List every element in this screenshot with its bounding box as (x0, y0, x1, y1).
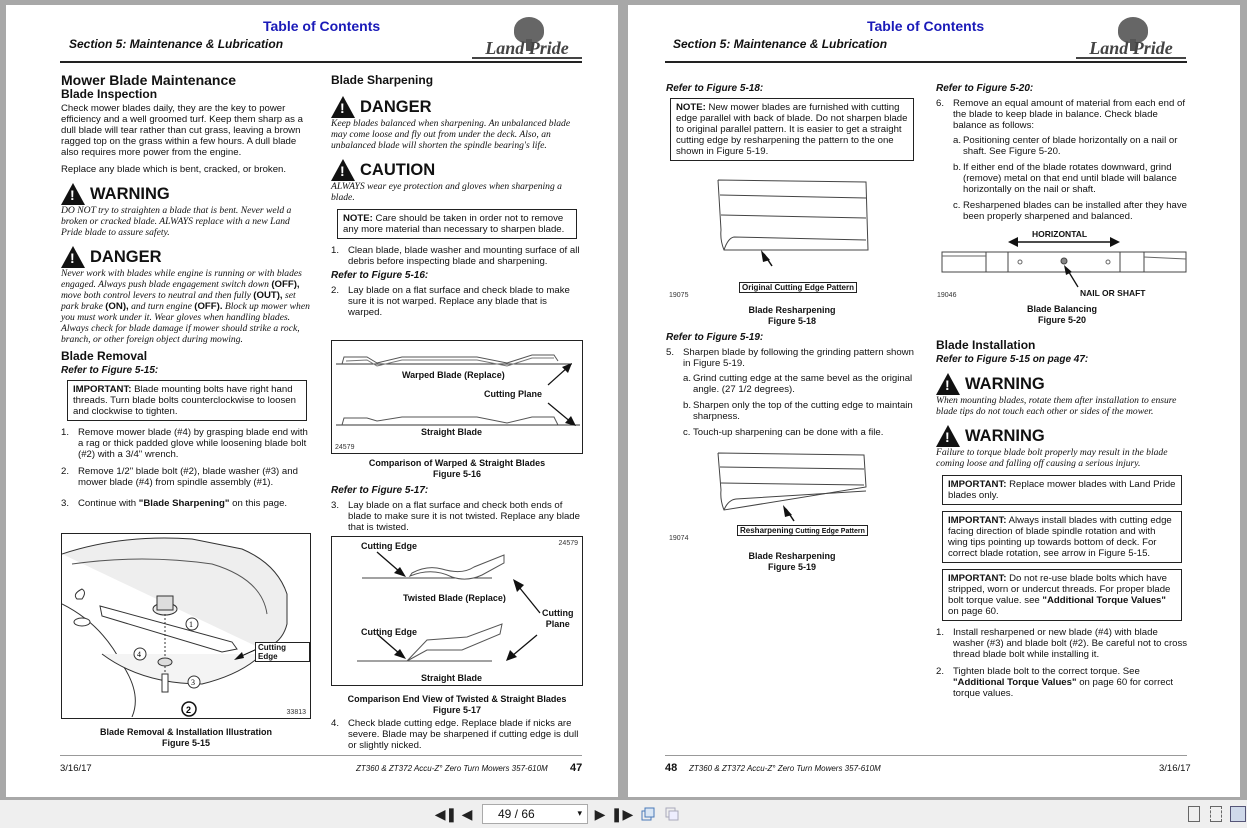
figure-5-20-caption: Blade Balancing Figure 5-20 (1026, 304, 1098, 325)
warning-triangle-icon (936, 425, 960, 447)
footer-doc-title: ZT360 & ZT372 Accu-Z° Zero Turn Mowers 357-610M (689, 764, 881, 773)
warning-text: Failure to torque blade bolt properly may result in the blade coming loose and falling off causing a serious injury. (936, 447, 1168, 469)
resharpened-blade-diagram (666, 445, 918, 535)
first-page-icon: ◀❚ (434, 805, 458, 822)
horizontal-label: HORIZONTAL (1032, 229, 1088, 239)
warning-title: WARNING (90, 185, 170, 203)
step-item: 1. Remove mower blade (#4) by grasping blade end with a rag or thick padded glove while loosening blade bolt (#2) with a 3/4" wrench. (61, 427, 308, 460)
single-page-view-button[interactable] (1188, 806, 1200, 822)
caution-triangle-icon (331, 159, 355, 181)
danger-triangle-icon (331, 96, 355, 118)
next-view-button[interactable] (664, 805, 680, 823)
step-item: 1. Install resharpened or new blade (#4) with blade washer (#3) and blade bolt (#2). Be careful not to cross thread blade bolt while installing it. (936, 627, 1188, 660)
refer-figure-5-17: Refer to Figure 5-17: (331, 485, 429, 496)
toc-link[interactable]: Table of Contents (867, 18, 985, 34)
heading-blade-inspection: Blade Inspection (61, 87, 158, 101)
prev-page-button[interactable] (460, 805, 474, 823)
caution-title: CAUTION (360, 161, 436, 179)
danger-title: DANGER (90, 248, 162, 266)
page-indicator: 49 / 66 (498, 807, 535, 821)
next-page-button[interactable] (593, 805, 607, 823)
sub-steps (936, 135, 1188, 222)
footer-rule (665, 755, 1187, 756)
caution-text: ALWAYS wear eye protection and gloves when sharpening a blade. (331, 181, 562, 203)
two-page-view-button[interactable] (1230, 806, 1246, 822)
footer-rule (60, 755, 582, 756)
sub-step-item: b. Sharpen only the top of the cutting edge to maintain sharpness. (683, 400, 913, 422)
figure-5-15-illustration (61, 533, 311, 719)
prev-page-icon: ◀ (461, 805, 473, 822)
sharpening-steps (331, 500, 583, 533)
right-column-install (936, 340, 1188, 705)
sub-step-item: a. Positioning center of blade horizontally on a nail or shaft. See Figure 5-20. (953, 135, 1178, 157)
sharpen-steps (666, 347, 918, 438)
step-item: 5. Sharpen blade by following the grinding pattern shown in Figure 5-19. a. Grind cutting edge at the same bevel as the original angle. (27 1/2 degrees). b. Sharpen only the top of the cutting edge to maintain sharpness. c. Touch-up sharpening can be done with a file. (666, 347, 918, 438)
next-page-icon: ▶ (594, 805, 606, 822)
left-column (666, 80, 918, 167)
sub-step-item: c. Resharpened blades can be installed after they have been properly sharpened and balanced. (953, 200, 1188, 222)
step-item: 1. Clean blade, blade washer and mounting surface of all debris before inspecting blade and sharpening. (331, 245, 580, 267)
figure-id: 19046 (937, 292, 957, 299)
step-item: 4. Check blade cutting edge. Replace blade if nicks are severe. Blade may be sharpened if cutting edge is dull or slightly nicked. (331, 718, 579, 751)
important-box: IMPORTANT: Replace mower blades with Land Pride blades only. (942, 475, 1182, 505)
step-item: 2. Tighten blade bolt to the correct torque. See "Additional Torque Values" on page 60 for correct torque values. (936, 666, 1174, 699)
warning-text: DO NOT try to straighten a blade that is bent. Never weld a broken or cracked blade. ALWAYS replace with a new Land Pride blade to assure safety. (61, 205, 292, 238)
continuous-view-button[interactable] (1210, 806, 1222, 822)
resharpening-edge-callout: Resharpening Cutting Edge Pattern (737, 525, 868, 536)
header-rule (60, 61, 582, 63)
figure-5-18-caption: Blade Resharpening Figure 5-18 (748, 305, 836, 326)
land-pride-logo (472, 17, 582, 63)
footer-date: 3/16/17 (60, 763, 92, 774)
logo-text: Land Pride (472, 39, 582, 59)
refer-figure-5-15: Refer to Figure 5-15: (61, 365, 159, 376)
warning-triangle-icon (936, 373, 960, 395)
danger-block (61, 246, 313, 345)
page-47 (6, 5, 618, 797)
sub-step-item: c. Touch-up sharpening can be done with a file. (683, 427, 884, 438)
footer-page-number: 47 (570, 762, 583, 774)
right-column (331, 75, 583, 324)
svg-text:1: 1 (189, 620, 193, 629)
first-page-button[interactable] (434, 805, 458, 823)
sub-steps (666, 373, 918, 438)
left-column (61, 72, 313, 515)
warped-blade-label: Warped Blade (Replace) (402, 370, 505, 380)
danger-text: Keep blades balanced when sharpening. An unbalanced blade may come loose and fly out from under the deck. Also, an unbalanced blade will shorten the spindle bearing's life. (331, 118, 571, 151)
heading-blade-sharpening: Blade Sharpening (331, 73, 434, 87)
toc-link[interactable]: Table of Contents (263, 18, 381, 34)
left-column-cont (666, 329, 918, 444)
svg-text:2: 2 (186, 705, 192, 715)
danger-title: DANGER (360, 98, 432, 116)
dropdown-arrow-icon: ▾ (577, 808, 582, 818)
danger-text: Never work with blades while engine is running or with blades engaged. Always push blade engagement switch down (OFF), move both control levers to neutral and then fully (OUT), set park brake (ON), and turn engine (OFF). Block up mower when you must work under it. Wear gloves when handling blades. Always check for blade damage if mower should strike a rock, branch, or other foreign object during mowing. (61, 268, 310, 345)
step-item: 2. Remove 1/2" blade bolt (#2), blade washer (#3) and mower blade (#4) from spindle assembly (#1). (61, 466, 298, 488)
danger-triangle-icon (61, 246, 85, 268)
figure-5-19-illustration (666, 445, 918, 545)
important-box: IMPORTANT: Always install blades with cutting edge facing direction of blade spindle rotation and with wing tips pointing up towards bottom of deck. For correct blade rotation, see arrow in Figure 5-15. (942, 511, 1182, 563)
figure-id: 33813 (286, 709, 306, 716)
danger-block (331, 96, 583, 151)
balance-steps (936, 98, 1188, 222)
section-title: Section 5: Maintenance & Lubrication (673, 37, 888, 51)
previous-view-button[interactable] (640, 805, 656, 823)
footer-page-number: 48 (665, 762, 678, 774)
figure-5-16-caption: Comparison of Warped & Straight Blades Figure 5-16 (368, 458, 546, 479)
refer-figure-5-19: Refer to Figure 5-19: (666, 332, 764, 343)
figure-5-15-caption: Blade Removal & Installation Illustration Figure 5-15 (99, 727, 273, 748)
blade-removal-illustration (62, 534, 309, 717)
previous-view-icon (641, 807, 655, 821)
land-pride-logo (1076, 17, 1186, 63)
twisted-blade-label: Twisted Blade (Replace) (403, 593, 506, 603)
figure-5-17-caption: Comparison End View of Twisted & Straight Blades Figure 5-17 (347, 694, 567, 715)
cutting-edge-label: Cutting Edge (361, 541, 417, 551)
figure-5-20-illustration (936, 225, 1188, 300)
heading-blade-removal: Blade Removal (61, 349, 148, 363)
warning-title: WARNING (965, 427, 1045, 445)
figure-5-17-illustration (331, 536, 583, 686)
cutting-edge-callout: Cutting Edge (255, 642, 310, 662)
important-box: IMPORTANT: Blade mounting bolts have right hand threads. Turn blade bolts counterclockwise to loosen and clockwise to tighten. (67, 380, 307, 421)
heading-blade-installation: Blade Installation (936, 338, 1036, 352)
figure-id: 19075 (669, 292, 689, 299)
step-item: 3. Lay blade on a flat surface and check both ends of blade to make sure it is not twisted. Replace any blade that is twisted. (331, 500, 580, 533)
cutting-plane-label: Cutting Plane (542, 608, 574, 629)
page-48 (628, 5, 1240, 797)
warning-block (61, 183, 313, 238)
last-page-button[interactable] (610, 805, 634, 823)
note-box: NOTE: Care should be taken in order not to remove any more material than necessary to sharpen blade. (337, 209, 577, 239)
svg-text:4: 4 (137, 650, 141, 659)
caution-block (331, 159, 583, 203)
sharpening-steps (331, 285, 583, 318)
pdf-navigation-toolbar (0, 800, 1247, 828)
figure-5-18-illustration (666, 170, 918, 305)
last-page-icon: ❚▶ (610, 805, 634, 822)
refer-figure-5-20: Refer to Figure 5-20: (936, 83, 1034, 94)
figure-id: 24579 (335, 444, 355, 451)
original-blade-diagram (666, 170, 918, 300)
warning-block (936, 373, 1188, 417)
footer-date: 3/16/17 (1159, 763, 1191, 774)
original-edge-callout: Original Cutting Edge Pattern (739, 282, 857, 293)
note-box: NOTE: New mower blades are furnished with cutting edge parallel with back of blade. Do not sharpen blade to original parallel pattern. It is easier to get a straight cutting edge by resharpening the pattern to the one shown in Figure 5-19. (670, 98, 914, 161)
figure-id: 24579 (558, 540, 578, 547)
refer-figure-5-15: Refer to Figure 5-15 on page 47: (936, 354, 1089, 365)
removal-steps (61, 427, 313, 509)
header-rule (665, 61, 1187, 63)
step-item: 2. Lay blade on a flat surface and check blade to make sure it is not warped. Replace any blade that is warped. (331, 285, 570, 318)
figure-id: 19074 (669, 535, 689, 542)
warning-title: WARNING (965, 375, 1045, 393)
svg-text:3: 3 (191, 678, 195, 687)
warning-block (936, 425, 1188, 469)
step-item: 6. Remove an equal amount of material from each end of the blade to keep blade in balance. Check blade balance as follows: a. Positioning center of blade horizontally on a nail or shaft. See Figure 5-20. b. If either end of the blade rotates downward, grind (remove) metal on that end until blade will balance horizontally on the nail or shaft. c. Resharpened blades can be installed after they have been properly sharpened and balanced. (936, 98, 1188, 222)
step-item: 3. Continue with "Blade Sharpening" on this page. (61, 498, 288, 509)
section-title: Section 5: Maintenance & Lubrication (69, 37, 284, 51)
next-view-icon (665, 807, 679, 821)
logo-text: Land Pride (1076, 39, 1186, 59)
warning-text: When mounting blades, rotate them after installation to ensure blade tips do not touch each other or sides of the mower. (936, 395, 1177, 417)
heading-mower-blade-maintenance: Mower Blade Maintenance (61, 72, 237, 88)
refer-figure-5-16: Refer to Figure 5-16: (331, 270, 429, 281)
replace-text: Replace any blade which is bent, cracked, or broken. (61, 164, 287, 175)
footer-doc-title: ZT360 & ZT372 Accu-Z° Zero Turn Mowers 357-610M (356, 764, 548, 773)
important-box: IMPORTANT: Do not re-use blade bolts which have stripped, worn or undercut threads. For proper blade bolt torque value. see "Additional Torque Values" on page 60. (942, 569, 1182, 621)
figure-5-19-caption: Blade Resharpening Figure 5-19 (748, 551, 836, 572)
sub-step-item: a. Grind cutting edge at the same bevel as the original angle. (27 1/2 degrees). (683, 373, 913, 395)
figure-5-16-illustration (331, 340, 583, 454)
cutting-plane-label: Cutting Plane (484, 389, 542, 399)
refer-figure-5-18: Refer to Figure 5-18: (666, 83, 764, 94)
page-number-select[interactable] (482, 804, 588, 824)
inspection-text: Check mower blades daily, they are the key to power efficiency and a well groomed turf. Keep them sharp as a dull blade will tear rather than cut grass, leaving a brown ragged top on the grass within a few hours. A dull blade also requires more power from the engine. (61, 103, 303, 158)
right-column (936, 80, 1188, 228)
right-column-end (331, 718, 583, 757)
nail-shaft-label: NAIL OR SHAFT (1080, 288, 1146, 298)
sharpening-steps (331, 245, 583, 267)
warning-triangle-icon (61, 183, 85, 205)
install-steps (936, 627, 1188, 699)
straight-blade-label: Straight Blade (421, 673, 483, 683)
right-column-cont (331, 482, 583, 539)
sub-step-item: b. If either end of the blade rotates downward, grind (remove) metal on that end until blade will balance horizontally on the nail or shaft. (953, 162, 1177, 195)
sharpening-steps (331, 718, 583, 751)
straight-blade-label: Straight Blade (421, 427, 483, 437)
cutting-edge-label: Cutting Edge (361, 627, 417, 637)
